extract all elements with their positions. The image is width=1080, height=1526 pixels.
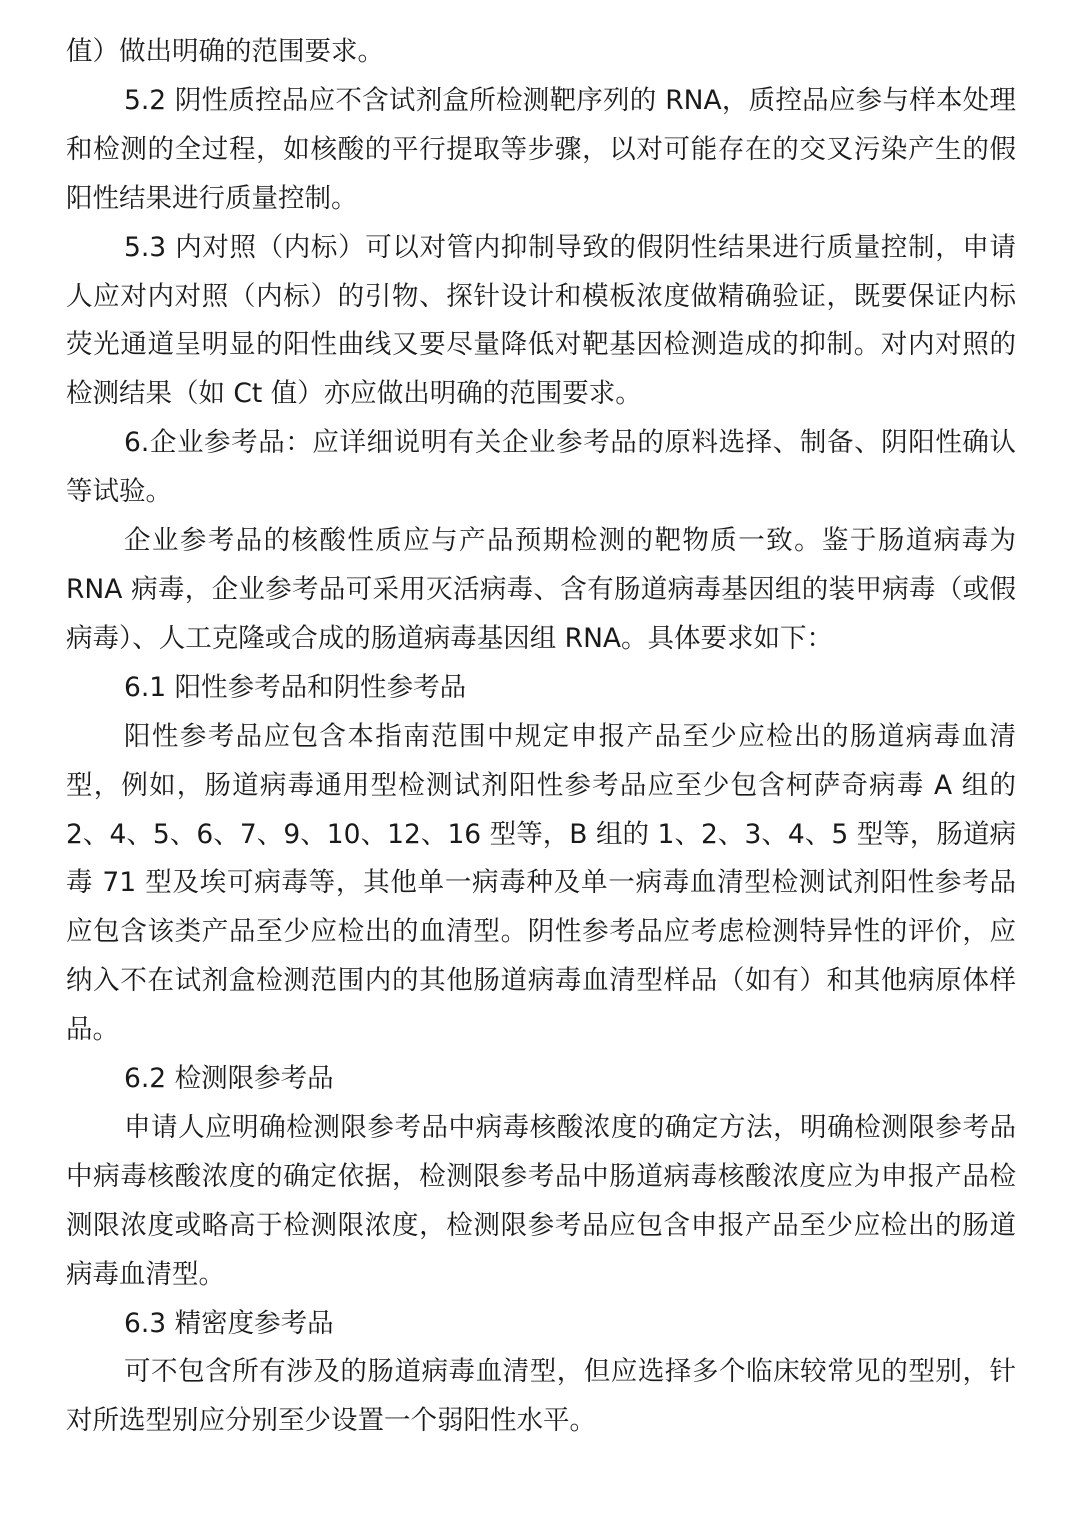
document-page xyxy=(66,28,1016,1446)
paragraph-6-3-body: 可不包含所有涉及的肠道病毒血清型，但应选择多个临床较常见的型别，针对所选型别应分别至少设置一个弱阳性水平。 xyxy=(66,1356,1016,1437)
paragraph-5-2: 5.2 阴性质控品应不含试剂盒所检测靶序列的 RNA，质控品应参与样本处理和检测的全过程，如核酸的平行提取等步骤，以对可能存在的交叉污染产生的假阳性结果进行质量控制。 xyxy=(66,84,1016,214)
section-heading-6-1: 6.1 阳性参考品和阴性参考品 xyxy=(124,671,467,703)
paragraph-6-2-body: 申请人应明确检测限参考品中病毒核酸浓度的确定方法，明确检测限参考品中病毒核酸浓度的确定依据，检测限参考品中肠道病毒核酸浓度应为申报产品检测限浓度或略高于检测限浓度，检测限参考品应包含申报产品至少应检出的肠道病毒血清型。 xyxy=(66,1111,1016,1290)
section-heading-6-2: 6.2 检测限参考品 xyxy=(124,1063,334,1095)
section-heading-6-3: 6.3 精密度参考品 xyxy=(124,1307,334,1339)
paragraph-continuation: 值）做出明确的范围要求。 xyxy=(66,36,384,67)
paragraph-reference-nature: 企业参考品的核酸性质应与产品预期检测的靶物质一致。鉴于肠道病毒为 RNA 病毒，企业参考品可采用灭活病毒、含有肠道病毒基因组的装甲病毒（或假病毒）、人工克隆或合成的肠道病毒基因组 RNA。具体要求如下： xyxy=(66,525,1016,654)
paragraph-6-heading: 6.企业参考品：应详细说明有关企业参考品的原料选择、制备、阴阳性确认等试验。 xyxy=(66,427,1016,508)
paragraph-6-1-body: 阳性参考品应包含本指南范围中规定申报产品至少应检出的肠道病毒血清型，例如，肠道病毒通用型检测试剂阳性参考品应至少包含柯萨奇病毒 A 组的 2、4、5、6、7、9、10、12、16 型等，B 组的 1、2、3、4、5 型等，肠道病毒 71 型及埃可病毒等，其他单一病毒种及单一病毒血清型检测试剂阳性参考品应包含该类产品至少应检出的血清型。阴性参考品应考虑检测特异性的评价，应纳入不在试剂盒检测范围内的其他肠道病毒血清型样品（如有）和其他病原体样品。 xyxy=(66,720,1016,1046)
paragraph-5-3: 5.3 内对照（内标）可以对管内抑制导致的假阴性结果进行质量控制，申请人应对内对照（内标）的引物、探针设计和模板浓度做精确验证，既要保证内标荧光通道呈明显的阳性曲线又要尽量降低对靶基因检测造成的抑制。对内对照的检测结果（如 Ct 值）亦应做出明确的范围要求。 xyxy=(66,231,1016,410)
